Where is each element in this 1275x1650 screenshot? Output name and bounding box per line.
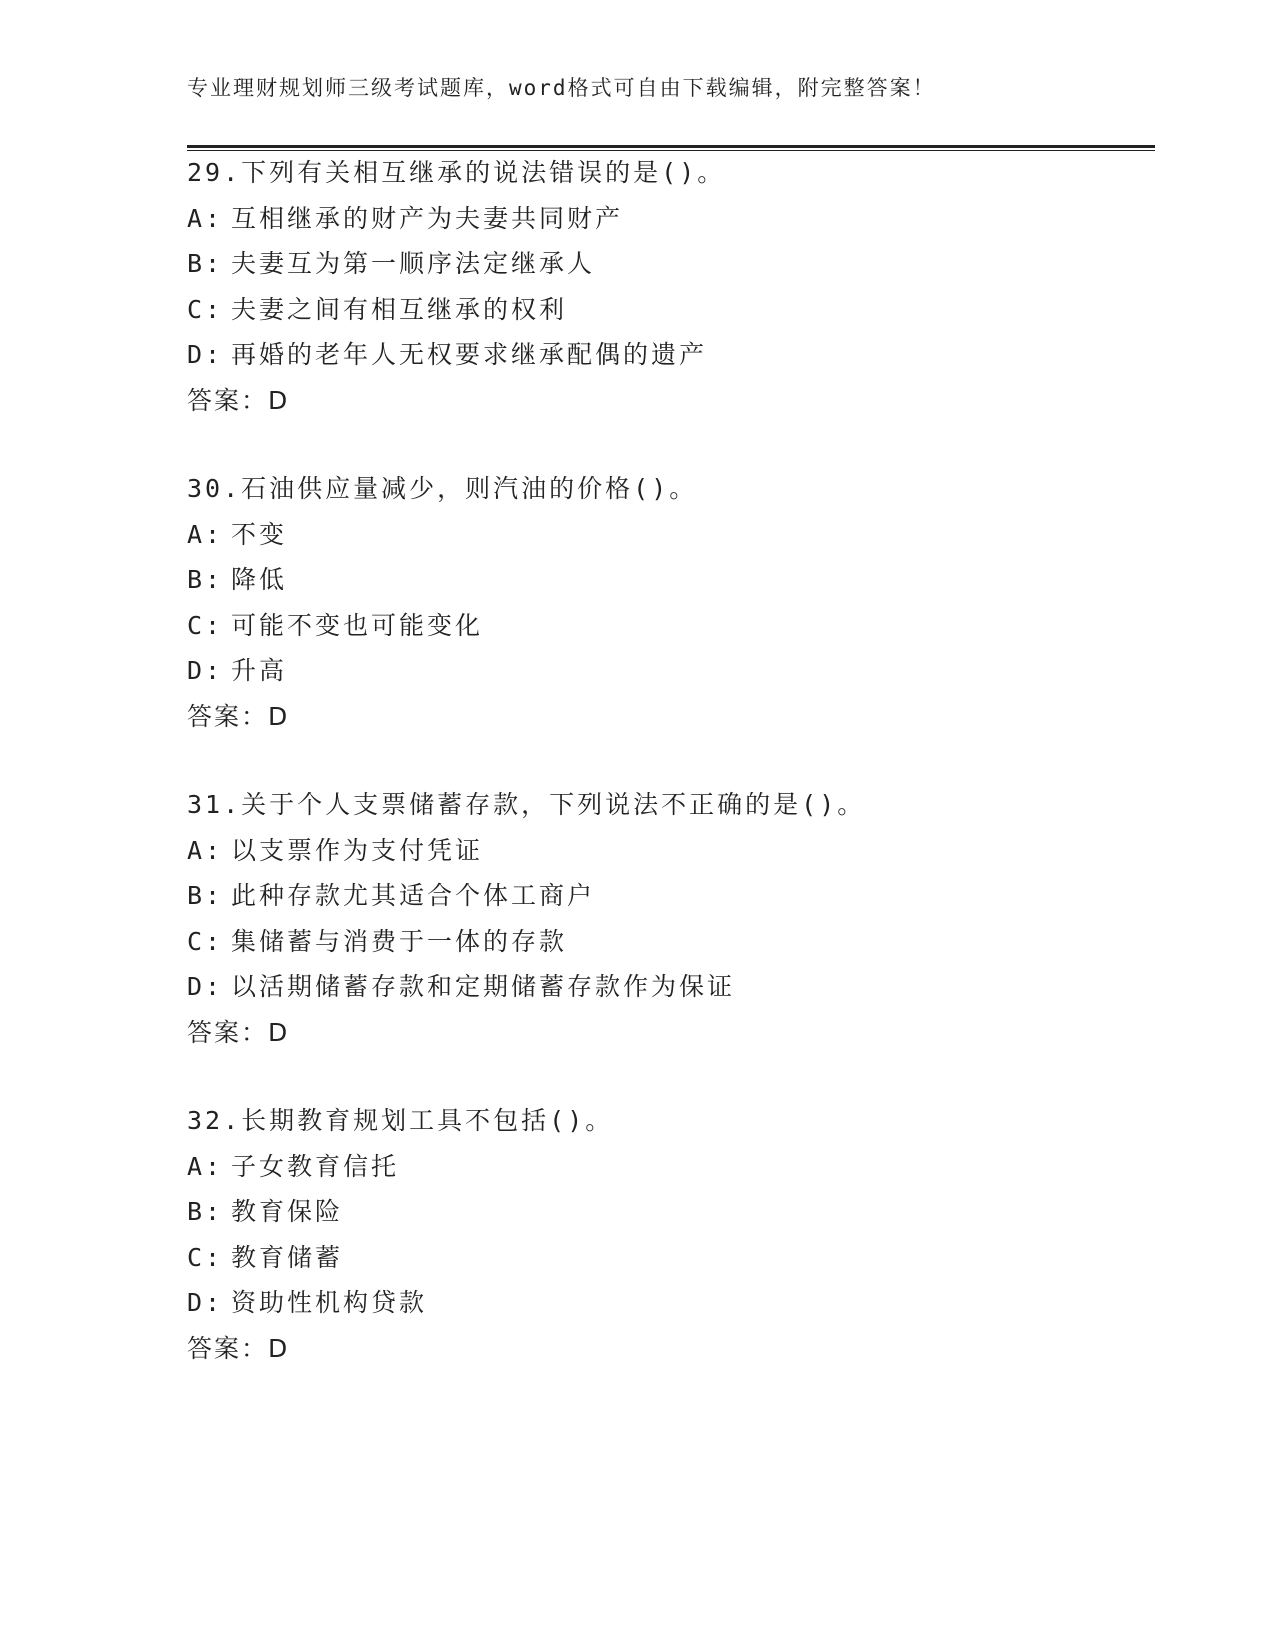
- option-letter: A:: [187, 203, 224, 233]
- option-letter: C:: [187, 294, 224, 324]
- option-letter: B:: [187, 249, 224, 278]
- option-a: [187, 828, 1155, 874]
- option-c: [187, 287, 1155, 333]
- option-text: 集储蓄与消费于一体的存款: [231, 926, 568, 956]
- option-letter: D:: [187, 340, 224, 369]
- answer-line: 答案：D: [187, 1017, 290, 1047]
- option-c: [187, 919, 1155, 965]
- question-stem: 30.石油供应量减少，则汽油的价格()。: [187, 474, 698, 503]
- option-text: 子女教育信托: [231, 1151, 400, 1181]
- option-letter: B:: [187, 1197, 224, 1226]
- option-letter: C:: [187, 1242, 224, 1272]
- option-a: [187, 1144, 1155, 1190]
- option-a: [187, 512, 1155, 558]
- option-letter: B:: [187, 881, 224, 910]
- option-text: 夫妻互为第一顺序法定继承人: [231, 249, 596, 278]
- option-letter: A:: [187, 1151, 224, 1181]
- option-text: 以支票作为支付凭证: [231, 835, 484, 865]
- option-c: [187, 1235, 1155, 1281]
- option-letter: D:: [187, 656, 224, 685]
- option-text: 教育储蓄: [231, 1242, 344, 1272]
- option-d: [187, 1280, 1155, 1326]
- option-text: 资助性机构贷款: [231, 1288, 428, 1317]
- option-letter: C:: [187, 610, 224, 640]
- option-text: 教育保险: [231, 1197, 344, 1226]
- option-text: 再婚的老年人无权要求继承配偶的遗产: [231, 340, 708, 369]
- question-stem: 32.长期教育规划工具不包括()。: [187, 1106, 614, 1135]
- option-b: [187, 873, 1155, 919]
- option-text: 此种存款尤其适合个体工商户: [231, 881, 596, 910]
- option-b: [187, 241, 1155, 287]
- option-d: [187, 332, 1155, 378]
- option-text: 升高: [231, 656, 288, 685]
- option-d: [187, 964, 1155, 1010]
- page-header: 专业理财规划师三级考试题库，word格式可自由下载编辑，附完整答案！: [187, 76, 936, 100]
- option-text: 不变: [231, 519, 288, 549]
- option-text: 夫妻之间有相互继承的权利: [231, 294, 568, 324]
- question-29: [187, 150, 1155, 423]
- option-d: [187, 648, 1155, 694]
- option-text: 以活期储蓄存款和定期储蓄存款作为保证: [231, 972, 736, 1001]
- option-b: [187, 1189, 1155, 1235]
- answer-line: 答案：D: [187, 1333, 290, 1363]
- option-b: [187, 557, 1155, 603]
- option-text: 可能不变也可能变化: [231, 610, 484, 640]
- option-letter: D:: [187, 972, 224, 1001]
- option-letter: D:: [187, 1288, 224, 1317]
- option-letter: A:: [187, 835, 224, 865]
- answer-line: 答案：D: [187, 385, 290, 415]
- option-letter: C:: [187, 926, 224, 956]
- question-31: [187, 782, 1155, 1055]
- option-text: 互相继承的财产为夫妻共同财产: [231, 203, 624, 233]
- header-rule-thick: [187, 145, 1155, 148]
- question-stem: 29.下列有关相互继承的说法错误的是()。: [187, 158, 726, 187]
- answer-line: 答案：D: [187, 701, 290, 731]
- option-a: [187, 196, 1155, 242]
- option-letter: B:: [187, 565, 224, 594]
- option-text: 降低: [231, 565, 288, 594]
- option-letter: A:: [187, 519, 224, 549]
- option-c: [187, 603, 1155, 649]
- question-30: [187, 466, 1155, 739]
- question-stem: 31.关于个人支票储蓄存款，下列说法不正确的是()。: [187, 790, 866, 819]
- question-32: [187, 1098, 1155, 1371]
